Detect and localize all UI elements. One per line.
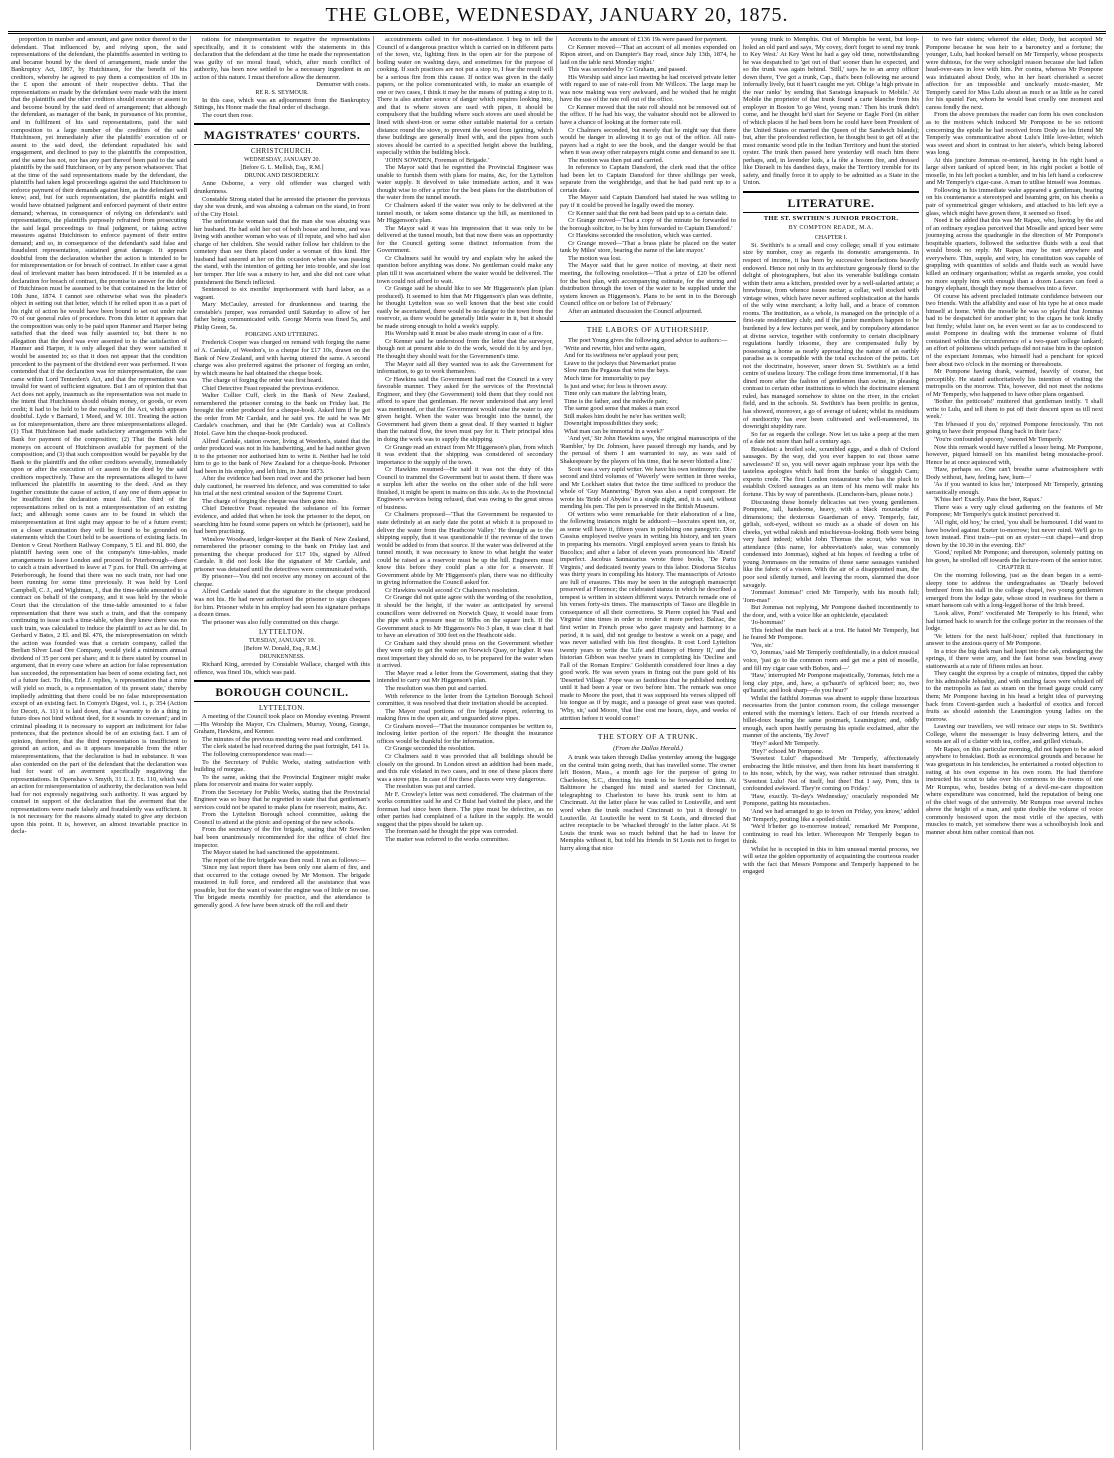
newspaper-page (8, 36, 1106, 1450)
column-text: Constable Strong stated that he arrested the prisoner the previous day she was drunk, and was abusing a cabman on the stand, in front of the City Hotel. (194, 195, 370, 218)
column-text: Accounts to the amount of £136 19s were passed for payment. (568, 36, 728, 43)
column-text: The resolution was then put and carried. (385, 685, 488, 693)
column-text: proportion in number and amount, and gave notice thereof to the defendant. That influenced by, and relying upon, the said representations of the defendant, the plaintiffs assented in writing to and became bound by the deed of arrangement, made under the Bankruptcy Act, 1867, by Hutchinson, for the benefit of his creditors, whereby he agreed to pay them a composition of 10s in the £ upon the amount of their respective debts. That the representations so made by the defendant were made with the intent that the plaintiffs and the other creditors should execute or assent to and become bound by the said deed of arrangement; that although the defendant, as manager of the bank, in pursuance of his promise, and in fulfilment of his said representations, paid the said composition to a large number of the creditors of the said Hutchinson, yet immediately after the plaintiffs' execution of or assent to the said deed, the defendant repudiated his said engagement, and declined to pay to the plaintiffs the composition, and the same has not, nor has any part thereof been paid to the said plaintiffs by the said Hutchinson, or by any person whatsoever. That at the time of the said representations made by the defendant, the plaintiffs had taken legal proceedings against the said Hutchinson to enforce payment of their demands against him, as the defendant well knew; and, but for such representation, the plaintiffs might and would have obtained judgment and enforced payment of their entire demand; whereas, in consequence of relying on defendant's said representations, the plaintiffs purposely refrained from prosecuting the said legal proceedings to final judgment, or taking active measures against Hutchinson to enforce payment of their entire demand; and so, in consequence of the defendant's said false and fraudulent representation, sustained great damage. It appears doubtful from the declaration whether the action is intended to be for misrepresentation or for breach of contract. In either case a great deal of irrelevant matter has been introduced. If it be intended as a declaration for breach of contract, the promise to answer for the debt of Hutchinson must be assumed to be that contained in the letter of 10th June, 1874. I cannot see otherwise what was the pleader's object in setting out that letter, which if he relied upon it as a part of his right of action he would have been bound to set out under rule 70 of our general rules of procedure. From this letter it appears that the composition was only to be paid upon Hanmer and Harper being satisfied that the deed was fully assented to; but there is no allegation that the deed was ever assented to to the satisfaction of Hanmer and Harper, it is only alleged that they were satisfied it would be assented to; so that it does not appear that the condition precedent to the payment of the dividend ever was performed. It was contended that if the declaration was for misrepresentation, the case came within Lord Tenterden's Act, and that the representation was invalid for want of sufficient signature. But I am of opinion that that Act does not apply, inasmuch as the representation was not made to the intent that Hutchinson should obtain money, or goods, or even credit; it had to be held to be the reading of the Act, which appears doubtful. Lyde v Barnard, 1 Meed, and W. 101. Treating the action as for misrepresentation, there are three misrepresentations alleged. (1) That Hutchinson had made satisfactory arrangements with the Bank for payment of the composition; (2) That the Bank held moneys on account of Hutchinson available for payment of the composition; and (3) that such composition would be payable by the Bank to the plaintiffs and the other creditors severally, immediately upon or after the execution of or assent to the deed by the said creditors respectively. These are the representations alleged to have influenced the plaintiffs in assenting to the deed. And as they together constitute the cause of action, if any one of them appear to be insufficient the declaration must fail. The third of the representations relied on is not a misrepresentation of an existing fact; and although some cases are to be found in which the misrepresentation at first sight may appear to be of a future event; on a closer examination they will be found to be grounded on statements which the Court held to be assertions of existing facts. In Denton v Great Northern Railway Company, 5 El. and Bl. 860, the plaintiff having seen one of the company's time-tables, made arrangements to leave London and proceed to Peterborough—there to catch a train advertised to leave at 7 p.m. for Hull. On arriving at Peterborough, he found that there was no such train, nor had one been running for some time previously. It was held by Lord Campbell, C. J., and Wightman, J., that the time-table amounted to a contract on behalf of the company, and it was held by the whole Court that the circulation of the time-table amounted to a false representation that there was such a train, and that the company continuing to issue such a time-table, when they knew there was no such train, was calculated to induce the plaintiff to act as he did. In Gerhard v Bates, 2 El. and Bl. 476, the misrepresentation on which the action was founded was that a certain company, called the Berlian Silver Lead Ore Company, would yield a minimum annual dividend of 35 per cent per share; and it is there stated by counsel in argument, that in every case where an action for false representation has succeeded, the representation has been of some existing fact, not of a future fact. To this, Erle J. replies, 'a representation that a mine will yield so much, is a representation of its present state,' thereby impliedly admitting that there could be no false misrepresentation except of an existing fact. In Comyn's Digest, vol. i., p. 354 (Action for Deceit, A. 11) it is laid down, that a 'warranty to do a thing in futuro does not bind without deed, for it sounds in covenant'; and in criminal pleading it is necessary to support an indictment for false pretences, that the pretence should be of an existing fact. I am of opinion, therefore, that the third representation is insufficient to ground an action, and as it appears inseparable from the other misrepresentations, that the declaration is bad in substance. It was also contended on the part of the defendant that the declaration was bad for want of an averment specifically negativing the representations. In Openshaw v. Smyth, 31 L. J. Ex. 110, which was an action for misrepresentation of authority, the declaration was held bad for not expressly negativing such authority. It was argued by counsel in support of the declaration that the averment that the representations were made falsely and fraudulently was sufficient. It is not necessary for the reasons already stated to give any decision upon this point. It is, however, an almost invariable practice in decla- (11, 36, 187, 836)
column-text: Chief Detective Feast repeated the previous evidence. (202, 384, 340, 392)
column-text: This was seconded by Cr Graham, and passed. (568, 66, 688, 74)
column-text: So far as regards the college. Now let us take a peep at the men of a date not more than half a century ago. (743, 430, 919, 446)
column-text: From the above premises the reader can form his own conclusion as to the motives which induced Mr Pompone to be so reticent concerning the epistle he had received from Dody as his friend Mr Temperly was communicative about Lulu's little love-letter, which was sweet and short in contrast to her sister's, which being labored was long. (926, 111, 1103, 157)
column-text-block (194, 713, 370, 909)
column-text: 'Ve letters for the next half-hour,' replied that functionary in answer to the anxious query of Mr Pompone. (926, 632, 1103, 648)
column-text: His Worship said it must be also made strong in case of a fire. (385, 330, 544, 338)
column-text-block (926, 572, 1103, 836)
column-text: The Mayor said that he regretted the Provincial Engineer was unable to furnish them with plans for mains, &c, for the Lyttelton water supply. It devolved to take immediate action, and it was thought wise to offer a prize for the best plans for the distribution of the water from the tunnel mouth. (377, 164, 553, 202)
article-source: (From the Dallas Herald.) (613, 745, 683, 753)
column-text: Cr Chalmers proposed—'That the Government be requested to state definitely at an early date the point at which it is proposed to deliver the water from the Heathcote Valley.' He thought as to the shipping supply, that it was questionable if the revenue of the town would be added to from that source. If the water was delivered at the tunnel mouth, it was necessary to know to what height the water could be raised as a reservoir must be up the hill. Engineers must know this before they could plan a site for a reservoir. If Government abide by Mr Higgenson's plan, there was no difficulty in giving information the Council asked for. (377, 511, 553, 587)
byline: BY COMPTON READE, M.A. (788, 224, 874, 231)
column-text: On the morning following, just as the dean began in a semi-sleepy tone to address the undergraduates as 'Dearly beloved brethren' from his stall in the college chapel, two young gentlemen emerged from the lodge gate, whose stood in readiness for them a smart hansom cab with a long-legged horse of the Irish breed. (926, 572, 1103, 610)
column-text: The charge of forging the cheque was then gone into. (202, 497, 339, 505)
column-text: Cr Kenner said he understood from the letter that the surveyor, though not at present able to do the work, would do it by and bye. He thought they should wait for the Government's time. (377, 337, 553, 360)
column-text: The report of the fire brigade was then read. It ran as follows:— (202, 856, 366, 864)
column-text: 'And we had arranged to go to town on Friday, you know,' added Mr Temperly, pouting like a spoiled child. (743, 807, 919, 823)
column-text: The Mayor said Captain Dansford had stated he was willing to pay if it could be proved he legally owed the money. (560, 194, 736, 210)
column-text: What man can be immortal in a week?' (564, 427, 664, 435)
column-text: The minutes of the previous meeting were read and confirmed. (202, 735, 363, 743)
column-text-block (560, 435, 736, 722)
column-text: His Worship said since last meeting he had received private letter with regard to use of rate-roll from Mr Willcox. The large map he was now making was very awkward, and he wished that he might have the use of the rate roll out of the office. (560, 73, 736, 104)
column-text: 'Haw, perhaps so. One can't breathe same a'hatmosphere with Dody without, haw, feeling, haw, hum—' (926, 466, 1103, 481)
column-text: 'Haw,' interrupted Mr Pompone majestically, 'Jommas, fetch me a long clay pipe, and, haw, a qu'hauri's of sp'hiced beer; no, two qu'hauris; and look sharp—do you hear?' (743, 672, 919, 695)
section-heading-literature: LITERATURE. (743, 191, 919, 213)
column-2 (191, 36, 374, 1450)
column-text: Cr Grange moved—'That a brass plate be placed on the water tank by Miles' store, bearing the name of the late mayor.' (560, 239, 736, 255)
column-text: Cr Grange seconded the resolution. (385, 745, 476, 753)
column-text: Of course his advent precluded intimate confidence between our two friends. With the affability and ease of his type he at once made himself at home. With the moselle he was so playful that Jommas had to be despatched for another pint; to the cigars he took kindly but firmly; whilst later on, he even went so far as to condescend to assist Pompone in dealing with the immense volume of fluid contained within the circumference of a two-quart college tankard; an effort of politeness which perhaps did not raise him in the opinion of the expectant Jommas, who himself had a penchant for spiced beer about two o'clock in the morning or thereabouts. (926, 292, 1103, 368)
column-text: Mary McCauley, arrested for drunkenness and tearing the constable's jumper, was remanded until Saturday to allow of her father being communicated with. George Morris was fined 5s, and Philip Green, 5s. (194, 301, 370, 331)
column-text: In reference to Captain Dansford, the clerk read that the office had been let to Captain Dansford for three shillings per week, separate from the weighbridge, and that he had paid rent up to a certain date. (560, 164, 736, 194)
column-3 (374, 36, 557, 1450)
column-text: Cr Graham moved—'That the insurance companies be written to, inclosing letter portion of the report.' He thought the insurance offices would be thankful for the information. (377, 722, 553, 745)
column-text: 'We'd b'hetter go to-morrow instead,' remarked Mr Pompone, continuing to read his letter. Whereupon Mr Temperly began to think. (743, 823, 919, 846)
masthead-rule (8, 31, 1106, 32)
column-text: Following in his immediate wake appeared a gentleman, bearing on his countenance a stereotyped and beaming grin, on his cheeks a pair of symmetrical ginger whiskers, and attached to his left eye a glass, which might have grown there, it seemed so fixed. (926, 186, 1103, 217)
chapter-heading: CHAPTER I. (814, 234, 848, 241)
column-text: After an animated discussion the Council adjourned. (568, 307, 703, 315)
poem-block (560, 345, 736, 436)
column-text: Cr Graham said they should press on the Government whether they were only to get the water on Norwich Quay, or higher. It was most important they should do so, to be prepared for the water when it arrived. (377, 639, 553, 670)
column-text: Cr Grange read an extract from Mr Higgenson's plan, from which it was evident that the shipping was considered of secondary importance to the supply of the town. (377, 443, 553, 466)
column-text: At this juncture Jommas re-entered, having in his right hand a large silver tankard of spiced beer, in his right pocket a bottle of moselle, in his left pocket a tumbler, and in his left hand a corkscrew and Mr Temperly's cigar-case. A man to utilise himself was Jommas. (926, 156, 1103, 187)
column-text: 'All right, old boy,' he cried, 'you shall be humoured. I did want to have bowled against Exeter to-morrow; but never mind. We'll go to town instead. First train—put on an oyster—cut chapel—and drop down by the 10.30 in the evening. Eh?' (926, 519, 1103, 549)
column-text: In this case, which was an adjournment from the Bankruptcy Sittings, his Honor made the final order of discharge. (194, 96, 370, 112)
column-text: 'Yes, sir.' (751, 641, 774, 649)
column-text-block (377, 36, 553, 844)
column-text-block (743, 242, 919, 876)
date-line: WEDNESDAY, JANUARY 20. (243, 157, 321, 164)
column-text: They caught the express by a couple of minutes, tipped the cabby for his admirable Jehuship, and with smiling faces were whisked off to the metropolis as fast as steam on the broad gauge could carry them; Mr Pompone having in his head a bright idea of purveying back from Covent-garden such a basketful of exotics and forced fruits as should astonish the Leamington young ladies on the morrow. (926, 670, 1103, 723)
column-text: Is just and wise; for less is thrown away. (564, 382, 668, 390)
column-text: Cr Hawkins seconded the resolution, which was carried. (568, 232, 712, 240)
column-text: Need it be added that this was Mr Rapax, who, having by the aid of an ordinary eyeglass perceived that Moselle and spiced beer were journeying across the quadrangle in the direction of Mr Pompone's hospitable quarters, followed the seductive fluids with a zeal that would brook no reply. Mr Rapax may be met anywhere and everywhere. Thin, supple, and wiry, his constitution was capable of grappling with quantities of solids and fluids such as would have killed an ordinary organisation; whilst as regards smoke, you could no more supply him with enough than a dozen Lascars can feed a hungry elephant, though they mow themselves into a fever. (926, 217, 1103, 293)
column-text: To the Secretary of Public Works, stating satisfaction with building of morgue. (194, 758, 370, 774)
column-text: From the Lyttelton Borough school committee, asking the Council to attend at the picnic and opening of the new schools. (194, 811, 370, 826)
bench-line: [Before W. Donald, Esq., R.M.] (243, 646, 321, 653)
place-heading: LYTTELTON. (258, 704, 306, 713)
bench-line: [Before G. L. Mellish, Esq., R.M.] (240, 165, 324, 172)
column-text: To the same, asking that the Provincial Engineer might make plans for reservoir and mains for water supply. (194, 773, 370, 789)
column-text: Slow rum the Pegasus that wins the bays. (564, 367, 670, 375)
column-text: The Mayor stated he had sanctioned the appointment. (202, 849, 340, 857)
column-text-block (560, 36, 736, 315)
column-text: Sentenced to six months' imprisonment with hard labor, as a vagrant. (194, 286, 370, 301)
column-text: Breakfast: a broiled sole, scrambled eggs, and a dish of Oxford sausages. By the way, did you ever happen to eat those same sawclesses? If so, you will never again rephrase your lips with the tasteless apologies which hail from the banks of sluggish Cam; experto crede. The first London restaurateur who has the pluck to establish Oxford sausages as an item of his menu will make his fortune. This by way of parenthesis. (Luncheon-bars, please note.) (743, 445, 919, 498)
column-text: 'Haw, exactly. To-day's Wednesday,' oracularly responded Mr Pompone, patting his moustaches. (743, 792, 919, 808)
column-text: Cr Kenner moved—'That an account of all monies expended on Ripon street, and on Dampier's Bay road, since July 13th, 1874, be laid on the table next Monday night.' (560, 43, 736, 66)
column-text: Cr Hawkins would second Cr Chalmers's resolution. (385, 586, 520, 594)
column-text: Cr Grange said he should like to see Mr Higgenson's plan (plan produced). It seemed to him that Mr Higgenson's plan was definite, he thought Lyttelton was so well known that the best site could easily be ascertained, there would be no danger to the town from the reservoir, as there would be generally little water in it, but it should be made strong enough to hold a week's supply. (377, 285, 553, 330)
column-text: Mr F. Crowley's letter was next considered. The chairman of the works committee said he and Cr Buist had visited the place, and the foreman had since been there. The pipe must be defective, as no other parties had complained of a failure in the supply. He would suggest that the pipes should be taken up. (377, 790, 553, 828)
column-text: Cr Hawkins said the Government had met the Council in a very favorable manner. They asked for the services of the Provincial Engineer, and they (the Government) told them that they could not afford to spare that gentleman. He never understood that any level was mentioned, or that the Government would raise the water to any given height. When the water was brought into the tunnel, the Government had given them a great deal. If they wanted it higher than the natural flow, the town must pay for it. Their principal idea in doing the work was to supply the shipping. (377, 375, 553, 443)
column-text: rations for misrepresentation to negative the representations specifically, and it is consistent with the statements in this declaration that the defendant at the time he made the representation was guilty of no moral fraud, which, after much conflict of authority, has been now settled to be a necessary ingredient in an action of this nature. I must therefore allow the demurrer. (194, 36, 370, 81)
column-text: Leaving our travellers, we will retrace our steps to St. Swithin's College, where the messenger is busy delivering letters, and the scouts are all of a clatter with tea, coffee, and grilled victuals. (926, 723, 1103, 746)
column-text: 'Jo-hommas!' (751, 619, 785, 627)
column-text: 'K'hiss her! Exactly. Pass the beer, Rapax.' (934, 496, 1043, 504)
column-text: After the evidence had been read over and the prisoner had been duly cautioned, he reserved his defence, and was committed to take his trial at the next criminal session of the Supreme Court. (194, 475, 370, 498)
column-text: accoutrements called in for non-attendance. I beg to tell the Council of a dangerous practice which is carried on in different parts of the town, viz, lighting fires in the open air for the purpose of boiling water on washing days, and sometimes for the purpose of cooking. If such practices are not put a stop to, I fear the result will be a serious fire from this cause. If notice was given in the daily papers, or the police communicated with, to make an example of one or two cases, I think it may be the means of putting a stop to it. There is also another source of danger which requires looking into, and that is where stoves are used with pipes, it should be compulsory that the building where such stoves are used should be lined with sheet-iron or some other suitable material for a certain distance round the stove, to prevent the wood from igniting, which these buildings are generally lined with, and the pipes from such stoves should be carried to a specified height above the building, especially within the building block. (377, 36, 553, 157)
column-text: 'Write and rewrite, blot and write again, (564, 344, 666, 352)
column-text: The following correspondence was read:— (202, 751, 313, 759)
column-text: Anne Osborne, a very old offender was charged with drunkenness. (194, 180, 370, 196)
column-text: 'You're confounded spoony,' sneered Mr Temperly. (934, 435, 1064, 443)
column-text-block (194, 339, 370, 626)
column-text: Demurrer with costs. (316, 81, 370, 89)
case-heading: DRUNK AND DISORDERLY. (244, 173, 320, 180)
column-text: Winslow Woodward, ledger-keeper at the Bank of New Zealand, remembered the prisoner coming to the bank on Friday last and presenting the cheque produced for £17 10s, signed by Alfred Cardale. It did not look like the signature of Mr Cardale, and prisoner was detained until the detectives were communicated with. (194, 535, 370, 573)
column-text: The motion was then put and carried. (568, 156, 664, 164)
column-text: The same good sense that makes a man excel (564, 405, 680, 413)
column-text: Alfred Cardale stated that the signature to the cheque produced was not his. He had never authorised the prisoner to sign cheques for him. Prisoner while in his employ had seen his signature perhaps a dozen times. (194, 588, 370, 619)
column-text: Cr Grange did not quite agree with the wording of the resolution, it should be the height, if the water as anticipated by several councillors were delivered on Norwich Quay, it would issue from the pipe with a pressure near to 90lbs on the square inch. If the Government stuck to Mr Higgenson's No 3 plan, it was clear it had to have an elevation of 300 feet on the Heathcote side. (377, 594, 553, 640)
column-text: Time is the father, and the midwife pain; (564, 397, 668, 405)
column-text: There was a very ugly cloud gathering on the features of Mr Pompone; Mr Temperly's quick instinct perceived it. (926, 503, 1103, 519)
column-6 (923, 36, 1106, 1450)
column-text: Cr Chalmers asked if the water was only to be delivered at the tunnel mouth, or taken some distance up the hill, as mentioned in Mr Higgenson's plan. (377, 202, 553, 225)
column-text: Frederick Cooper was charged on remand with forging the name of A. Cardale, of Weedon's, to a cheque for £17 10s, drawn on the Bank of New Zealand, and with having uttered the same. A second charge was also preferred against the prisoner of forging an order, by which means he had obtained the cheque book. (194, 339, 370, 377)
column-text-block (560, 754, 736, 852)
column-text: 'JOHN SOWDEN, Foreman of Brigade.' (385, 156, 489, 164)
article-title-authorship: THE LABORS OF AUTHORSHIP. (560, 321, 736, 335)
column-text: 'And yet,' Sir John Hawkins says, 'the original manuscripts of the 'Rambler,' by Dr. Johnson, have passed through my hands, and by the perusal of them I am warranted to say, as was said of Shakespeare by the players of his time, that he never blotted a line.' (560, 435, 736, 465)
column-text: The clerk stated he had received during the past fortnight, £41 1s. (202, 743, 370, 751)
column-text: Of writers who were remarkable for their elaboration of a line, the following instances might be adduced:—Isocrates spent ten, or, as some will have it, fifteen years in polishing one panegyric. Dion Cassius employed twelve years in writing his history, and ten years in preparing his memoirs. Virgil employed seven years to finish his Bucolics; and after a labor of eleven years pronounced his 'Æneid' imperfect. Jacobus Sannazarius wrote three books, 'De Partu Virginis,' and dedicated twenty years to this labor. Diodorus Siculus was thirty years in compiling his history. The manuscripts of Ariosto are full of erasures. This may be seen in the autograph manuscript preserved at Florence; the celebrated stanza in which he described a tempest is written in sixteen different ways. Petrarch remade one of his verses forty-six times. The manuscripts of Tasso are illegible in consequence of all their corrections. St Pierre copied his 'Paul and Virginia' nine times in order to render it more perfect. Balzac, the first writer in French prose who gave majesty and harmony to a period, it is said, did not grudge to bestow a week on a page, and was never satisfied with his first thoughts. It cost Lord Lyttelton twenty years to write the 'Life and History of Henry II,' and the historian Gibbon was twelve years in completing his 'Decline and Fall of the Roman Empire.' Goldsmith considered four lines a day good work. He was seven years in fining out the pure gold of his 'Deserted Village.' Pope was so fastidious that he published nothing until it had been a year or two before him. The remark was once made to Moore the poet, that it was supposed his verses slipped off his tongue as if by magic, and a passage of great ease was quoted. 'Why, sir,' said Moore, 'that line cost me hours, days, and weeks of attrition before it would come!' (560, 510, 736, 722)
place-heading: LYTTELTON. (258, 628, 306, 637)
column-text: 'Look alive, Pom!' vociferated Mr Temperly to his friend, who had turned back to search for the college porter in the recesses of the lodge. (926, 610, 1103, 633)
column-text: 'Since my last report there has been only one alarm of fire, and that occurred to the cottage owned by Mr Monson. The brigade mustered in full force, and rendered all the assistance that was possible, but for the want of water the engine was of little or no use. The brigade meets monthly for practice, and the attendance is generally good. A few have been struck off the roll and their (194, 864, 370, 909)
column-text: Mr Rapax, on this particular morning, did not happen to be asked anywhere to breakfast. Both as economical grounds and because he was gregarious in his tendencies, he entertained a rooted objection to eating at his own expense in his own room. He had therefore instructed his scout to take over his commons to the rooms of one Mr Rumpus, who, besides being of a devil-me-care disposition where expenditure was concerned, held the reputation of being one of the chief wags of the university. Mr Rumpus rose several inches above the height of a man, and quite double the volume of voice commonly bestowed upon the most virile of the species, with muscles to match, yet somehow there was a schoolboyish look and manner about him rather comical than not. (926, 745, 1103, 836)
column-text: St. Swithin's is a small and cosy college; small if you estimate size by number, cosy as regards its domestic arrangements. In respect of income, it has been by successive benefactions heavily endowed. Hence not only in its architecture gorgeously florid to the delight of photographers, but also its venerable buildings contain within their area a kitchen, presided over by a well-salaried artiste; a brewhouse, from whence issues nectar; a cellar, well stocked with vintage wines, which have never suffered sophistication at the hands of the wily wine merchant; a lofty hall, and a brace of common rooms. The institution, as a whole, is managed on the principle of a first-rate residentiary club; and if the junior members happen to be burdened by a few lectures per week, and by compulsory attendance at divine service, together with conformity to certain disciplinary regulations hardly irksome, they are compensated fully by possessing a home as nearly approaching the nature of an earthly paradise as is compatible with the total exclusion of the petits. Let not the doctrinaire, however, sneer down St. Swithin's as a fetid centre of useless luxury. The college from time immemorial, if it has dined more after the fashion of gentlemen than swine, in pleasing contrast to certain other institutions to which the doctrinaire element ruled, has managed somehow to shine on the river, in the cricket field, and in the schools. St. Swithin's has been prolific in genius, has showed, moreover, a go of average of talent; whilst its residuum of mediocrity has ever been cultivated and well-mannered, its downright stupidity rare. (743, 241, 919, 431)
column-text: 'Hey?' echoed Mr Pompone. (751, 747, 824, 755)
column-text: Leave to the jockeys that Newmarket praise (564, 359, 677, 367)
column-text-block (194, 180, 370, 331)
column-text: The unfortunate woman said that the man she was abusing was her husband. He had sold her out of both house and home, and was living with another woman who was of ill repute, and who had also charge of her children. She would rather follow her children to the cemetery than see them placed under a woman of this kind. Her husband had sneered at her on this occasion when she was passing the stand, with the intention of getting her into trouble, and she lost her temper. Her life was a misery to her, and she did not care what punishment the Bench inflicted. (194, 218, 370, 286)
column-text: 'O, Jommas,' said Mr Temperly confidentially, in a dulcet musical voice, 'just go to the common room and get me a pint of moselle, and fill my cigar case with Bobos, and—' (743, 649, 919, 672)
article-title-trunk: THE STORY OF A TRUNK. (560, 728, 736, 742)
column-5 (740, 36, 923, 1450)
masthead: THE GLOBE, WEDNESDAY, JANUARY 20, 1875. (325, 4, 789, 26)
column-text: By prisoner—You did not receive any money on account of the cheque. (194, 573, 370, 588)
column-text: With reference to the letter from the Lyttelton Borough School committee, it was resolved that their invitation should be accepted. (377, 692, 553, 708)
column-text: In a trice the big dark man had leapt into the cab, endangering the springs, if there were any, and the fast horse was bowling away stationwards at a rate of fifteen miles an hour. (926, 647, 1103, 670)
column-text: The foreman said he thought the pipe was corroded. (385, 828, 518, 836)
column-text: Richard King, arrested by Constable Wallace, charged with this offence, was fined 10s, which was paid. (194, 661, 370, 676)
column-4 (557, 36, 740, 1450)
date-line: TUESDAY, JANUARY 19. (248, 638, 316, 645)
column-text: Mr Pompone having drank, warmed, heavily of course, but perceptibly. He stated authoritatively his intention of visiting the metropolis on the morrow. This, however, did not meet the notions of Mr Temperly, who happened to have other plans organised. (926, 368, 1103, 398)
column-1 (8, 36, 191, 1450)
column-text: The resolution was put and carried. (385, 783, 476, 791)
column-text: The charge of forging the order was first heard. (202, 377, 323, 385)
column-text: Now this remark would have ruffled a lesser being. Mr Pompone, however, piqued himself on his manifest being moustache-proof. Hence he at once aquiesced with, (926, 443, 1103, 466)
column-text: 'Sweetest Lulu!' rhapsodised Mr Temperly, affectionately embracing the little missive, and then from his heart transferring it to his nose, which, by the way, was rather retroussé than straight. 'Sweetest Lulu! Not of itself, but thee! But I say, Pom, this is confounded awkward. They're coming on Friday.' (743, 755, 919, 793)
column-text: The court then rose. (202, 111, 254, 119)
column-text: The Mayor said all they wanted was to ask the Government for information, to go to work themselves. (377, 360, 553, 376)
column-text: But Jommas not replying, Mr Pompone dashed incontinently to the door, and, with a voice like an ophicleide, ejaculated: (743, 604, 919, 619)
column-text: The poet Young gives the following good advice to authors:— (568, 337, 728, 345)
column-text: The prisoner was also fully committed on this charge. (202, 618, 340, 626)
column-text: 'I'm b'hessed if you do,' rejoined Pompone ferociously. 'I'm not going to have their proposal flung back in their face.' (926, 420, 1103, 436)
masthead-rule-second (8, 33, 1106, 34)
column-text: Cr Grange moved—'That a copy of the minute be forwarded to the borough solicitor, to be by him forwarded to Captain Dansford.' (560, 217, 736, 232)
column-text: Downright impossibilities they seek; (564, 420, 658, 428)
column-text: 'Good,' replied Mr Pompone; and thereupon, solemnly putting on his gown, he strolled off towards the lecture-room of the senior tutor. (926, 549, 1103, 564)
column-text: Time only can mature the lab'ring brain, (564, 390, 667, 398)
column-text: 'As if you wanted to kiss her,' interposed Mr Temperly, grinning sarcastically enough. (926, 481, 1103, 496)
column-text: And for its swiftness ne'er applaud your pen; (564, 352, 679, 360)
column-text: Scott was a very rapid writer. We have his own testimony that the second and third volumes of 'Waverly' were written in three weeks, and Mr Lockhart states that twice the time sufficed to produce the whole of 'Guy Mannering.' Byron was also a rapid composer. He wrote his 'Bride of Abydos' in a single night, and, it is said, without mending his pen. The pen is preserved in the British Museum. (560, 465, 736, 511)
column-text: Cr Kenner moved that the rate roll should not be removed out of the office. If he had his way, the valuator should not be allowed to have a chance of looking at the former rate roll. (560, 103, 736, 127)
section-heading-borough-council: BOROUGH COUNCIL. (194, 680, 370, 702)
case-heading: FORGING AND UTTERING. (245, 332, 319, 339)
column-text: young trunk to Memphis. Out of Memphis he went, but loop-holed an old pard and says, 'My covey, don't forget to send my trunk to Key West.' At Key West he had a gay old time, notwithstanding he was despatched to 'get out of that' sooner than he expected, and so the trunk was again behind. 'Still,' says he to an army officer down there, 'I've got a trunk, Cap., that's been following me around infernally lively, but it hasn't caught me yet. Oblige 'a high private in the rear ranks' by sending that Saratoga knapsack to Mobile.' At Mobile the proprietor of that trunk found a carte blanche from his employer in Boston 'to go West, young man.' Then his trunk didn't come, and he thought he'd start for Seyene or Eagle Ford (in either of which places if he had been born he could have been President of the United States or married the Queen of the Sandwich Islands); but, after the profoundest reflection, he thought best to get off at the most romantic wood pile in the Indian Territory and hunt the storied oyster. The trunk then passed here yesterday will reach him there perhaps, and, in lavender kids, a la tête a bosom fire, and dressed like Disraeli in his dandiest days, make the Territory tremble for its safety, and finally force it to apply to be admitted as a State in the Union. (743, 36, 919, 187)
novel-title: THE ST. SWITHIN'S JUNIOR PROCTOR. (763, 214, 899, 222)
column-text: Walter Collier Cuff, clerk in the Bank of New Zealand, remembered the prisoner coming to the bank on Friday last. He brought the order produced for a cheque-book. Asked him if he got the order from Mr Cardale, and he said yes. He said he was Mr Cardale's coachman, and that he (Mr Cardale) was at Collins's Hotel. Gave him the cheque-book produced. (194, 392, 370, 437)
column-text: Cr Hawkins resumed—He said it was not the duty of this Council to trammel the Government but to assist them. If there was a surplus left after the works on the other side of the hill were finished, it might be spent in mains on this side. As to the Provincial Engineer's services being refused, that was owing to the great stress of business. (377, 466, 553, 511)
column-text: Alfred Cardale, station owner, living at Weedon's, stated that the order produced was not in his handwriting, and he had neither given it to the prisoner nor authorised him to write it. Neither had he told him to go to the bank of New Zealand for a cheque-book. Prisoner had been in his employ, and left him, in June 1873. (194, 437, 370, 475)
column-text: A trunk was taken through Dallas yesterday among the baggage on the central train going north, that has travelled some. The owner left Boston, Mass., a month ago for the purpose of going to Charleston, S.C., directing his trunk to be forwarded to him. At Baltimore he changed his mind and started for Cincinnati, telegraphing to Charleston to have his trunk sent to him at Cincinnati. At the latter place he was called to Louisville, and sent word when the trunk reached Cincinnati to 'put it through' to Louisville. At Louisville he went to St Louis, and directed that active receptacle to be 'whacked through' to the latter place. At St Louis the trunk was so much behind that he had to leave for Memphis without it, but told his friends in St Louis not to forget to hurry along that nice (560, 754, 736, 852)
case-heading: RE R. S. SEYMOUR. (255, 89, 309, 96)
column-text: Cr Kenner said that the rent had been paid up to a certain date. (568, 209, 728, 217)
column-text: 'Bother the petticoats!' muttered that gentleman testily. 'I shall write to Lulu, and tell them to put off their descent upon us till next week.' (926, 398, 1103, 421)
column-text: The Mayor read portions of fire brigade report, referring to making fires in the open air, and unguarded stove pipes. (377, 707, 553, 723)
column-text: Cr Chalmers said it was provided that all buildings should be closely on the ground. In London street an addition had been made, and this rule violated in two cases, and in one of these places there was a stove pipe. In case of fire these places were very dangerous. (377, 752, 553, 783)
column-text: This fetched the man back at a trot. He hated Mr Temperly, but he feared Mr Pompone. (743, 626, 919, 642)
section-heading-magistrates: MAGISTRATES' COURTS. (194, 123, 370, 145)
column-text: Whilst he is occupied in this to him unusual mental process, we will seize the golden opportunity of acquainting the courteous reader with the fact that Messrs Pompone and Temperly happened to be engaged (743, 845, 919, 876)
column-text: The Mayor read a letter from the Government, stating that they intended to carry out Mr Higgenson's plan. (377, 669, 553, 685)
column-text: 'Hey?' asked Mr Temperly. (751, 740, 820, 748)
column-text: A meeting of the Council took place on Monday evening. Present—His Worship the Mayor, Crs Chalmers, Murray, Young, Grange, Graham, Hawkins, and Kenner. (194, 713, 370, 736)
column-text: 'Jommas! Jommas!' cried Mr Temperly, with his mouth full; 'Jom-mas!' (743, 589, 919, 604)
column-text: Chief Detective Feast repeated the substance of his former evidence, and added that when he took the prisoner to the depot, on searching him he found some papers on which he (prisoner), said he had been practising. (194, 505, 370, 536)
column-text: The Mayor said it was his impression that it was only to be delivered at the tunnel mouth, but that now there was an opportunity for the Council getting some distinct information from the Government. (377, 224, 553, 255)
column-text: Cr Chalmers said he would try and explain why he asked the question before anything was done. No gentleman could make any plan till it was ascertained where the water would be delivered. The town could not afford to wait. (377, 254, 553, 285)
case-heading: DRUNKENNESS. (259, 654, 305, 661)
column-text: Whilst the faithful Jommas was absent to supply these luxurious necessaries from the junior common room, the college messenger entered with the morning's letters. Each of our friends received a billet-doux bearing the same postmark, Leamington; and, oddly enough, each upon hastily perusing his epistle exclaimed, after the manner of the ancients, 'By Jove!' (743, 694, 919, 740)
chapter-heading: CHAPTER II. (997, 565, 1032, 572)
column-text: From the secretary of the fire brigade, stating that Mr Sowden had been unanimously recommended for the office of chief fire inspector. (194, 826, 370, 849)
column-text: Discussing these homely delicacies sat two young gentlemen. Pompone, tall, handsome, heavy, with a black moustache of dimensions; the dexterous Guardsman of envy. Temperly, fair, girlish, soft-eyed, without so much as a shade of down on his cheeks, yet withal rakish and mischievous-looking. Both were being very hard indeed; whilst John Thomas the scout, who was in attendance (this name, for abbreviation's sake, was commonly condensed into Jommas), sighed at his hopes of feeding a tribe of young Jommases on the remains of those same sausages vanished like the fabric of a vision. With the air of a disappointed man, the poor soul silently turned, and leaving the room, slammed the door savagely. (743, 498, 919, 589)
column-text: The motion was lost. (568, 254, 622, 262)
column-text: Cr Chalmers seconded, but merely that he might say that there would be danger in allowing it to go out of the office. All rate-payers had a right to see the book, and the danger would be that when it was away other ratepayers might come and demand to see it. (560, 126, 736, 157)
column-text: to two fair sisters; whereof the elder, Dody, but accepted Mr Pompone because he was heir to a baronetcy and a fortune; the younger, Lulu, had hooked herself on Mr Temperly, whose prospects were dubious, for the very schoolgirl reason because she had fallen head-over-ears in love with him. Per contra, whereas Mr Pompone was infatuated about Dody, who in her heart cherished a secret affection for an impossible and unclearly music-master, Mr Temperly cared for Miss Lulu about as much or as little as he cared for his spaniel Fan, whom he would beat cruelly one moment and caress fondly the next. (926, 36, 1103, 111)
column-text: The matter was referred to the works committee. (385, 835, 510, 843)
column-text-block (926, 36, 1103, 564)
column-text: From the Secretary for Public Works, stating that the Provincial Engineer was so busy that he regretted to state that that gentleman's services could not be spared to make plans for reservoir, mains, &c. (194, 788, 370, 811)
column-text: Much time for immortality to pay (564, 374, 651, 382)
column-text: Still makes him doubt he ne'er has written well; (564, 412, 686, 420)
column-text: The Mayor said that he gave notice of moving, at their next meeting, the following resolution—'That a prize of £20 be offered for the best plan, with accompanying estimate, for the storing and distribution through the town of the water to be supplied under the system known as Higgenson's. Plans to be sent in to the Borough Council office on or before 1st of February.' (560, 262, 736, 308)
place-heading: CHRISTCHURCH. (250, 147, 314, 156)
column-text-block (194, 661, 370, 676)
